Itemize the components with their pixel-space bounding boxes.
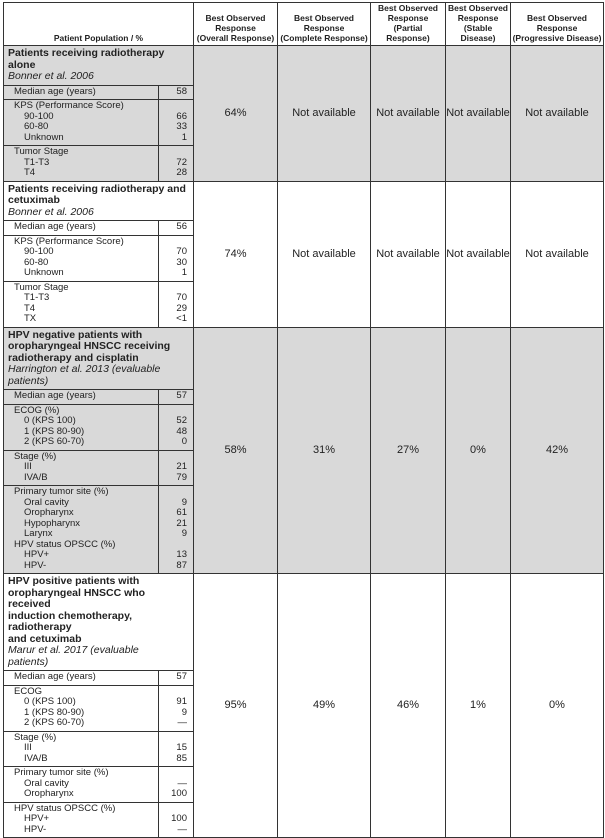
title-line: oropharyngeal HNSCC receiving: [8, 340, 171, 352]
characteristic-labels: [4, 671, 159, 686]
title-line: Patients receiving radiotherapy and: [8, 182, 186, 195]
characteristic-value: [159, 147, 187, 158]
characteristic-label: Stage (%): [14, 450, 57, 462]
stable-disease-value: Not available: [446, 181, 511, 327]
characteristic-labels: [4, 235, 159, 281]
characteristic-group: [4, 731, 193, 767]
characteristic-group: [4, 767, 193, 803]
title-line: cetuximab: [8, 194, 60, 206]
characteristic-value: 91: [176, 696, 187, 707]
characteristic-values: [159, 767, 194, 803]
characteristic-value: 57: [176, 390, 187, 401]
characteristic-value: 79: [176, 471, 187, 483]
characteristic-value: [159, 804, 187, 815]
characteristic-labels: [4, 450, 159, 486]
characteristic-value: 1: [181, 267, 187, 278]
characteristic-label: HPV+: [24, 813, 50, 824]
characteristic-labels: [4, 767, 159, 803]
population-cell: [4, 574, 194, 838]
characteristic-value: [159, 101, 187, 112]
header-patient-population: Patient Population / %: [4, 3, 194, 46]
characteristic-label: KPS (Performance Score): [14, 100, 124, 111]
partial-response-value: Not available: [371, 46, 446, 182]
characteristic-values: [159, 390, 194, 405]
characteristics-table: [4, 670, 193, 837]
characteristic-value: 33: [176, 121, 187, 132]
characteristic-label: Larynx: [24, 528, 53, 539]
characteristic-value: 56: [176, 221, 187, 232]
characteristic-value: 21: [176, 517, 187, 529]
header-line: Response: [215, 23, 256, 33]
characteristic-labels: [4, 146, 159, 181]
characteristic-label: Oropharynx: [24, 507, 74, 518]
characteristic-values: [159, 235, 194, 281]
characteristic-label: T4: [24, 302, 36, 314]
characteristic-labels: [4, 85, 159, 100]
characteristic-label: IVA/B: [24, 471, 48, 483]
characteristic-label: 60-80: [24, 256, 49, 268]
citation: [4, 364, 193, 389]
header-line: Response: [387, 13, 429, 23]
characteristic-value: [159, 487, 187, 498]
header-line: Best Observed: [448, 3, 508, 13]
characteristic-label: IVA/B: [24, 752, 48, 764]
header-line: Response: [536, 23, 578, 33]
characteristic-label: TX: [24, 313, 37, 324]
characteristics-table: [4, 389, 193, 573]
header-line: Best Observed: [378, 3, 438, 13]
characteristic-label: Tumor Stage: [14, 281, 69, 293]
complete-response-value: Not available: [278, 181, 371, 327]
characteristic-label: HPV+: [24, 549, 50, 560]
progressive-disease-value: 42%: [511, 327, 604, 574]
population-row: [4, 574, 604, 838]
characteristic-label: Tumor Stage: [14, 146, 69, 157]
overall-response-value: 58%: [194, 327, 278, 574]
characteristic-label: III: [24, 461, 32, 472]
progressive-disease-value: Not available: [511, 181, 604, 327]
population-cell: [4, 46, 194, 182]
header-stable-disease: [446, 3, 511, 46]
characteristic-label: T1-T3: [24, 292, 50, 303]
header-line: (Partial Response): [386, 23, 430, 43]
characteristic-value: 21: [176, 461, 187, 472]
characteristic-group: [4, 450, 193, 486]
header-progressive-disease: [511, 3, 604, 46]
header-line: (Complete Response): [280, 33, 368, 43]
characteristic-label: 2 (KPS 60-70): [24, 717, 85, 728]
characteristic-label: Primary tumor site (%): [14, 767, 109, 778]
citation-line: patients): [8, 374, 49, 387]
characteristic-value: 57: [176, 671, 187, 682]
citation-line: patients): [8, 655, 49, 668]
stable-disease-value: 0%: [446, 327, 511, 574]
title-line: HPV positive patients with: [8, 575, 140, 587]
characteristic-label: HPV-: [24, 823, 47, 835]
citation-line: Bonner et al. 2006: [8, 205, 94, 218]
header-row: [4, 3, 604, 46]
characteristic-group: [4, 281, 193, 327]
characteristic-values: [159, 731, 194, 767]
characteristic-values: [159, 802, 194, 837]
header-overall-response: [194, 3, 278, 46]
characteristic-label: KPS (Performance Score): [14, 235, 124, 247]
partial-response-value: 27%: [371, 327, 446, 574]
characteristic-values: [159, 281, 194, 327]
overall-response-value: 74%: [194, 181, 278, 327]
characteristic-group: [4, 235, 193, 281]
title-line: radiotherapy and cisplatin: [8, 351, 139, 364]
characteristic-group: [4, 146, 193, 181]
characteristic-value: —: [177, 823, 187, 835]
characteristic-label: III: [24, 742, 32, 753]
progressive-disease-value: 0%: [511, 574, 604, 838]
characteristic-labels: [4, 100, 159, 146]
characteristic-label: Median age (years): [14, 221, 96, 232]
population-title: [4, 46, 193, 71]
characteristic-label: Unknown: [24, 131, 64, 143]
title-line: and cetuximab: [8, 632, 82, 645]
population-title: [4, 182, 193, 207]
characteristic-labels: [4, 221, 159, 236]
title-line: induction chemotherapy, radiotherapy: [8, 609, 133, 633]
characteristic-label: 1 (KPS 80-90): [24, 706, 85, 718]
partial-response-value: Not available: [371, 181, 446, 327]
characteristic-group: [4, 486, 193, 574]
population-row: [4, 46, 604, 182]
header-line: (Stable Disease): [460, 23, 496, 43]
characteristic-label: T1-T3: [24, 156, 50, 168]
header-line: (Overall Response): [196, 33, 275, 43]
overall-response-value: 64%: [194, 46, 278, 182]
characteristic-label: 90-100: [24, 110, 54, 122]
characteristic-value: 9: [181, 528, 187, 539]
characteristic-labels: [4, 281, 159, 327]
characteristic-value: 9: [181, 706, 187, 718]
characteristic-value: 100: [171, 788, 187, 799]
characteristic-values: [159, 450, 194, 486]
characteristic-label: Median age (years): [14, 85, 96, 97]
characteristic-value: <1: [176, 313, 187, 324]
citation-line: Bonner et al. 2006: [8, 70, 94, 82]
characteristic-value: 29: [176, 302, 187, 314]
characteristic-value: 85: [176, 752, 187, 764]
characteristic-label: HPV status OPSCC (%): [14, 538, 116, 550]
stable-disease-value: Not available: [446, 46, 511, 182]
citation: [4, 207, 193, 221]
characteristic-values: [159, 100, 194, 146]
characteristic-value: 58: [176, 85, 187, 97]
characteristic-values: [159, 221, 194, 236]
stable-disease-value: 1%: [446, 574, 511, 838]
characteristic-group: [4, 85, 193, 100]
characteristic-label: Stage (%): [14, 731, 57, 743]
characteristic-label: ECOG: [14, 685, 42, 697]
population-title: [4, 328, 193, 365]
characteristic-value: 1: [181, 131, 187, 143]
header-line: (Progressive Disease): [512, 33, 602, 43]
characteristic-label: Oral cavity: [24, 777, 69, 789]
characteristic-group: [4, 685, 193, 731]
population-row: [4, 181, 604, 327]
characteristic-label: ECOG (%): [14, 404, 60, 416]
characteristic-labels: [4, 731, 159, 767]
characteristic-value: 48: [176, 425, 187, 437]
characteristic-value: 13: [176, 549, 187, 560]
header-line: Response: [303, 23, 345, 33]
characteristic-value: 66: [176, 110, 187, 122]
population-cell: [4, 327, 194, 574]
characteristic-value: 72: [176, 156, 187, 168]
response-table: [3, 2, 604, 838]
characteristic-group: [4, 100, 193, 146]
characteristic-values: [159, 671, 194, 686]
complete-response-value: Not available: [278, 46, 371, 182]
header-line: Best Observed: [527, 13, 587, 23]
characteristic-value: 30: [176, 256, 187, 268]
title-line: HPV negative patients with: [8, 328, 143, 341]
characteristic-value: 61: [176, 507, 187, 518]
characteristic-values: [159, 146, 194, 181]
characteristic-value: 87: [176, 559, 187, 571]
header-partial-response: [371, 3, 446, 46]
population-cell: [4, 181, 194, 327]
characteristic-value: 9: [181, 496, 187, 508]
header-line: Best Observed: [294, 13, 354, 23]
population-title: [4, 574, 193, 645]
characteristic-group: [4, 221, 193, 236]
citation-line: Marur et al. 2017 (evaluable: [8, 644, 139, 656]
complete-response-value: 31%: [278, 327, 371, 574]
complete-response-value: 49%: [278, 574, 371, 838]
characteristic-label: 60-80: [24, 121, 49, 132]
characteristic-value: [159, 733, 187, 744]
characteristic-group: [4, 671, 193, 686]
characteristic-value: 0: [181, 436, 187, 447]
header-line: Best Observed: [205, 13, 266, 23]
characteristic-value: [159, 768, 187, 779]
characteristic-labels: [4, 390, 159, 405]
characteristic-value: 15: [176, 742, 187, 753]
characteristic-values: [159, 85, 194, 100]
characteristic-value: 28: [176, 167, 187, 178]
characteristic-label: Primary tumor site (%): [14, 486, 109, 497]
progressive-disease-value: Not available: [511, 46, 604, 182]
title-line: Patients receiving radiotherapy alone: [8, 47, 165, 71]
characteristic-label: HPV status OPSCC (%): [14, 802, 116, 814]
characteristic-label: 0 (KPS 100): [24, 696, 76, 707]
overall-response-value: 95%: [194, 574, 278, 838]
characteristic-label: Oropharynx: [24, 788, 74, 799]
characteristic-group: [4, 390, 193, 405]
characteristic-label: Median age (years): [14, 671, 96, 682]
characteristic-values: [159, 685, 194, 731]
characteristic-values: [159, 404, 194, 450]
characteristic-values: [159, 486, 194, 574]
header-line: Response: [457, 13, 499, 23]
characteristic-label: Oral cavity: [24, 496, 69, 508]
characteristic-label: 2 (KPS 60-70): [24, 436, 85, 447]
characteristic-labels: [4, 404, 159, 450]
characteristic-group: [4, 404, 193, 450]
characteristic-label: HPV-: [24, 559, 47, 571]
title-line: oropharyngeal HNSCC who received: [8, 586, 146, 610]
citation-line: Harrington et al. 2013 (evaluable: [8, 363, 161, 375]
characteristic-value: —: [177, 777, 187, 789]
characteristic-label: 90-100: [24, 246, 54, 257]
header-complete-response: [278, 3, 371, 46]
characteristics-table: [4, 220, 193, 327]
characteristic-value: 70: [176, 292, 187, 303]
characteristic-group: [4, 802, 193, 837]
characteristic-label: T4: [24, 167, 36, 178]
characteristic-value: —: [177, 717, 187, 728]
characteristic-labels: [4, 685, 159, 731]
characteristic-labels: [4, 486, 159, 574]
characteristic-label: 1 (KPS 80-90): [24, 425, 85, 437]
citation: [4, 71, 193, 85]
characteristic-label: 0 (KPS 100): [24, 415, 76, 426]
characteristic-labels: [4, 802, 159, 837]
characteristic-value: 52: [176, 415, 187, 426]
characteristic-value: 70: [176, 246, 187, 257]
characteristic-value: 100: [171, 813, 187, 824]
characteristic-label: Median age (years): [14, 390, 96, 401]
characteristic-label: Hypopharynx: [24, 517, 80, 529]
citation: [4, 645, 193, 670]
characteristics-table: [4, 85, 193, 181]
population-row: [4, 327, 604, 574]
characteristic-label: Unknown: [24, 267, 64, 278]
partial-response-value: 46%: [371, 574, 446, 838]
